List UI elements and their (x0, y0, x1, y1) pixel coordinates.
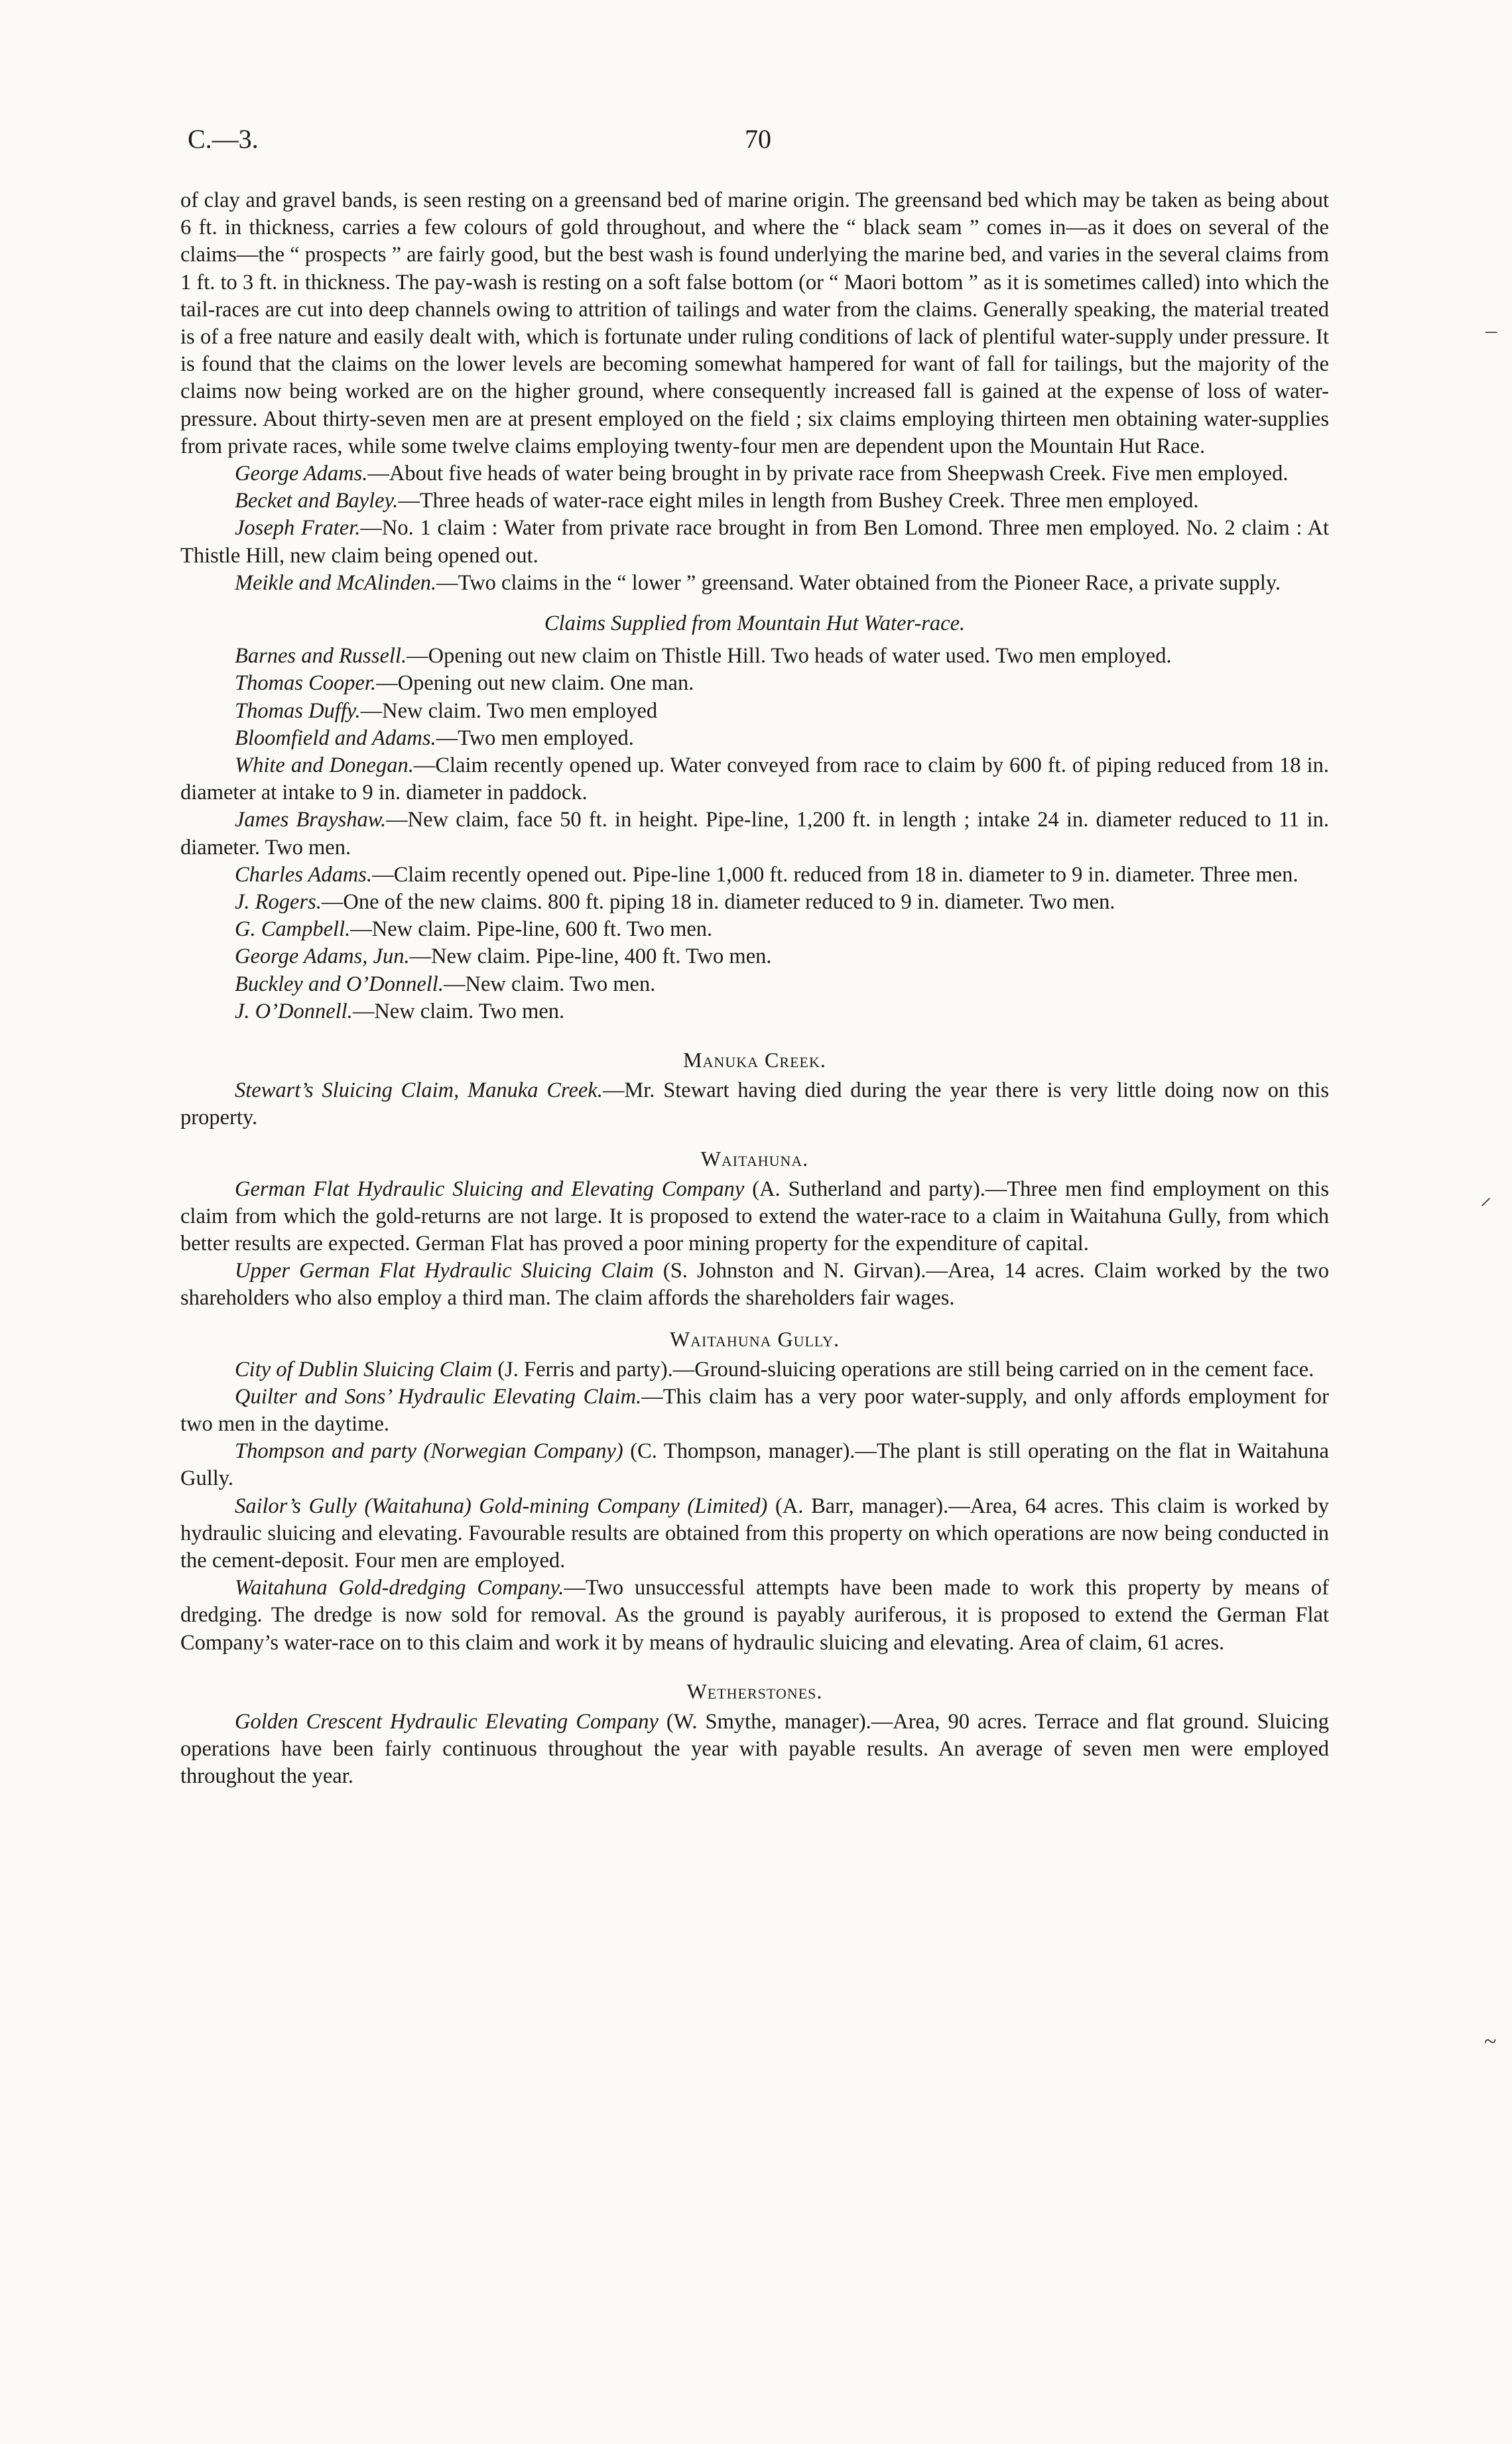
claim-entry (180, 1493, 1329, 1575)
claim-name: Stewart’s Sluicing Claim, Manuka Creek. (235, 1078, 603, 1103)
claim-name: City of Dublin Sluicing Claim (235, 1357, 493, 1382)
intro-paragraph: of clay and gravel bands, is seen resting on a greensand bed of marine origin. The greensand bed which may be taken as being about 6 ft. in thickness, carries a few colours of gold throughout, and where the “ black seam ” comes in—as it does on several of the claims—the “ prospects ” are fairly good, but the best wash is found underlying the marine bed, and varies in the several claims from 1 ft. to 3 ft. in thickness. The pay-wash is resting on a soft false bottom (or “ Maori bottom ” as it is sometimes called) into which the tail-races are cut into deep channels owing to attrition of tailings and water from the claims. Generally speaking, the material treated is of a free nature and easily dealt with, which is fortunate under ruling conditions of lack of plentiful water-supply under pressure. It is found that the claims on the lower levels are becoming somewhat hampered for want of fall for tailings, but the majority of the claims now being worked are on the higher ground, where consequently increased fall is gained at the expense of loss of water-pressure. About thirty-seven men are at present employed on the field ; six claims employing thirteen men obtaining water-supplies from private races, while some twelve claims employing twenty-four men are dependent upon the Mountain Hut Race. (180, 188, 1329, 458)
claim-text: —Opening out new claim on Thistle Hill. Two heads of water used. Two men employed. (407, 644, 1172, 669)
claim-name: Buckley and O’Donnell. (235, 972, 444, 996)
claim-text: (A. Barr, manager).—Area, 64 acres. This claim is worked by hydraulic sluicing and elevating. Favourable results are obtained from this property on which operations are now being conducted in the cement-deposit. Four men are employed. (180, 1494, 1329, 1573)
claim-entry (180, 1575, 1329, 1657)
claim-name: Bloomfield and Adams. (235, 726, 436, 750)
page-number: 70 (745, 124, 771, 154)
claim-text: —New claim, face 50 ft. in height. Pipe-line, 1,200 ft. in length ; intake 24 in. diameter reduced to 11 in. diameter. Two men. (180, 808, 1330, 860)
mountain-hut-heading: Claims Supplied from Mountain Hut Water-race. (544, 611, 966, 636)
claim-text: —Two men employed. (436, 726, 634, 750)
claim-entry (180, 1176, 1329, 1258)
claim-name: Meikle and McAlinden. (235, 570, 437, 595)
claim-name: Charles Adams. (235, 862, 373, 887)
claim-entry (180, 998, 1329, 1025)
claim-text: —Mr. Stewart having died during the year there is very little doing now on this property. (180, 1078, 1329, 1130)
margin-mark: – (1485, 318, 1497, 343)
manuka-creek-heading: Manuka Creek. (683, 1048, 826, 1072)
claim-entry (180, 570, 1329, 597)
claim-text: —This claim has a very poor water-supply, and only affords employment for two men in the daytime. (180, 1384, 1329, 1436)
claim-entry (180, 1356, 1329, 1383)
claim-entry (180, 1708, 1329, 1791)
claim-entry (180, 943, 1329, 970)
claim-entry (180, 1438, 1329, 1492)
claim-text: —No. 1 claim : Water from private race brought in from Ben Lomond. Three men employed. No. 2 claim : At Thistle Hill, new claim being opened out. (180, 516, 1330, 568)
waitahuna-heading: Waitahuna. (700, 1146, 809, 1171)
claim-text: —One of the new claims. 800 ft. piping 18 in. diameter reduced to 9 in. diameter. Two men. (321, 890, 1115, 915)
margin-mark: ⸝ (1480, 1185, 1491, 1210)
claim-text: (W. Smythe, manager).—Area, 90 acres. Terrace and flat ground. Sluicing operations have been fairly continuous throughout the year with payable results. An average of seven men were employed throughout the year. (180, 1709, 1329, 1789)
claim-text: —Opening out new claim. One man. (376, 671, 694, 696)
claim-entry (180, 889, 1329, 916)
claim-name: J. O’Donnell. (235, 999, 353, 1023)
claim-text: —New claim. Two men employed (360, 698, 658, 723)
claim-text: —New claim. Two men. (443, 972, 656, 996)
waitahuna-gully-heading: Waitahuna Gully. (669, 1326, 840, 1351)
claim-text: —New claim. Pipe-line, 400 ft. Two men. (409, 944, 772, 969)
claim-entry (180, 862, 1329, 889)
claim-entry (180, 806, 1329, 861)
claim-name: George Adams, Jun. (235, 944, 410, 969)
claim-text: —Claim recently opened out. Pipe-line 1,000 ft. reduced from 18 in. diameter to 9 in. diameter. Three men. (372, 862, 1298, 887)
claim-name: J. Rogers. (235, 890, 322, 915)
claim-name: George Adams. (235, 462, 368, 486)
claim-name: Quilter and Sons’ Hydraulic Elevating Claim. (235, 1384, 642, 1409)
claim-name: Becket and Bayley. (235, 489, 399, 513)
wetherstones-heading: Wetherstones. (686, 1679, 823, 1703)
margin-mark: ~ (1484, 2029, 1497, 2054)
claim-entry (180, 1077, 1329, 1131)
claim-text: (J. Ferris and party).—Ground-sluicing operations are still being carried on in the cement face. (492, 1357, 1314, 1382)
body-text (180, 187, 1329, 1790)
claim-entry (180, 1257, 1329, 1312)
claim-entry (180, 487, 1329, 515)
claim-name: Barnes and Russell. (235, 644, 407, 669)
claim-name: Waitahuna Gold-dredging Company. (235, 1576, 564, 1600)
claim-name: Joseph Frater. (235, 516, 361, 541)
claim-entry (180, 698, 1329, 725)
claim-name: Thomas Cooper. (235, 671, 377, 696)
claim-name: Upper German Flat Hydraulic Sluicing Claim (235, 1259, 654, 1283)
claim-entry (180, 515, 1329, 569)
page-header (188, 123, 1330, 157)
claim-name: German Flat Hydraulic Sluicing and Elevating Company (235, 1177, 745, 1201)
claim-text: —Claim recently opened up. Water conveyed from race to claim by 600 ft. of piping reduced from 18 in. diameter at intake to 9 in. diameter in paddock. (180, 753, 1329, 805)
claim-name: Golden Crescent Hydraulic Elevating Company (235, 1709, 659, 1734)
claim-text: —New claim. Two men. (352, 999, 565, 1023)
claim-text: (A. Sutherland and party).—Three men find employment on this claim from which the gold-returns are not large. It is proposed to extend the water-race to a claim in Waitahuna Gully, from which better results are expected. German Flat has proved a poor mining property for the expenditure of capital. (180, 1177, 1329, 1255)
claim-text: —New claim. Pipe-line, 600 ft. Two men. (350, 917, 713, 942)
claim-text: —About five heads of water being brought in by private race from Sheepwash Creek. Five men employed. (367, 462, 1289, 486)
claim-entry (180, 670, 1329, 697)
claim-entry (180, 725, 1329, 752)
report-code: C.—3. (188, 124, 259, 154)
claim-name: Thompson and party (Norwegian Company) (235, 1439, 623, 1464)
claim-name: Thomas Duffy. (235, 698, 361, 723)
claim-entry (180, 971, 1329, 998)
claim-entry (180, 460, 1329, 487)
claim-name: Sailor’s Gully (Waitahuna) Gold-mining Company (Limited) (235, 1494, 768, 1518)
claim-entry (180, 1383, 1329, 1438)
claim-entry (180, 752, 1329, 806)
claim-name: James Brayshaw. (235, 808, 387, 832)
claim-name: White and Donegan. (235, 753, 414, 778)
claim-entry (180, 916, 1329, 943)
claim-text: (S. Johnston and N. Girvan).—Area, 14 acres. Claim worked by the two shareholders who also employ a third man. The claim affords the shareholders fair wages. (180, 1259, 1329, 1311)
claim-entry (180, 643, 1329, 670)
claim-name: G. Campbell. (235, 917, 351, 942)
claim-text: —Two unsuccessful attempts have been made to work this property by means of dredging. The dredge is now sold for removal. As the ground is payably auriferous, it is proposed to extend the German Flat Company’s water-race on to this claim and work it by means of hydraulic sluicing and elevating. Area of claim, 61 acres. (180, 1576, 1329, 1655)
claim-text: —Two claims in the “ lower ” greensand. Water obtained from the Pioneer Race, a private supply. (436, 570, 1281, 595)
claim-text: —Three heads of water-race eight miles in length from Bushey Creek. Three men employed. (398, 489, 1199, 513)
claim-text: (C. Thompson, manager).—The plant is still operating on the flat in Waitahuna Gully. (180, 1439, 1329, 1491)
